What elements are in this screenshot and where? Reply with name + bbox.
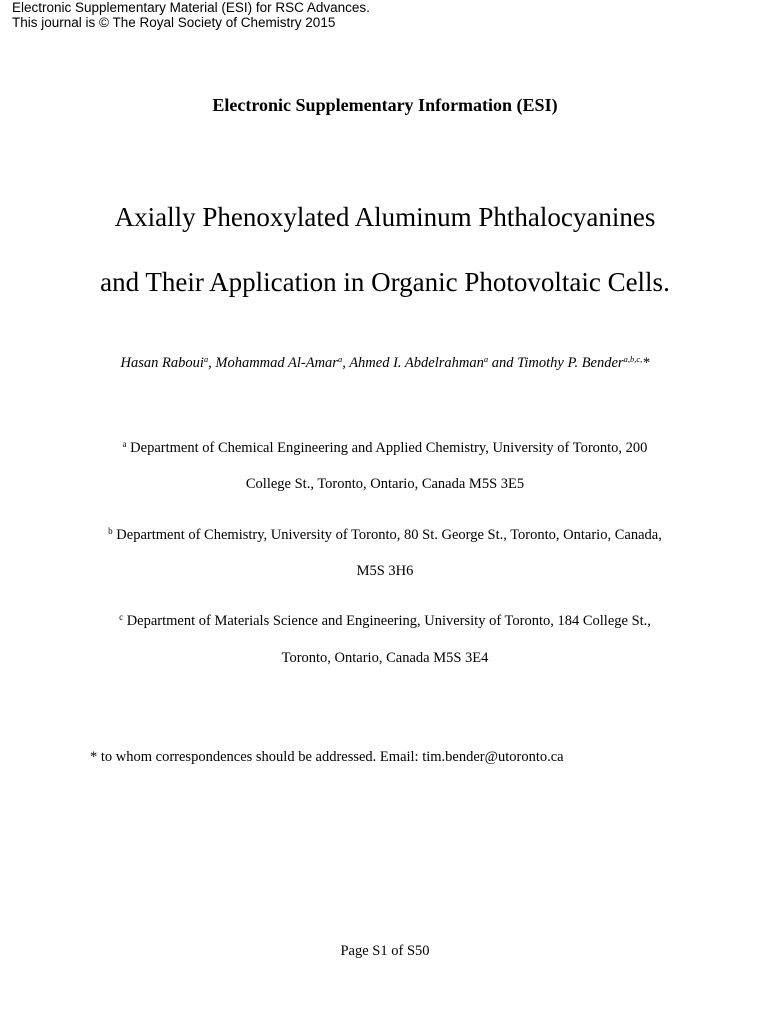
author-affiliation-mark: a bbox=[337, 354, 343, 364]
esi-heading: Electronic Supplementary Information (ESI) bbox=[212, 95, 558, 115]
affiliation-mark: b bbox=[108, 526, 113, 536]
affiliation-line: Toronto, Ontario, Canada M5S 3E4 bbox=[281, 650, 489, 666]
author-list bbox=[0, 354, 770, 372]
author-separator: , bbox=[342, 355, 350, 371]
author-name: Mohammad Al-Amar bbox=[215, 355, 338, 371]
journal-header-line2: This journal is © The Royal Society of Chemistry 2015 bbox=[12, 15, 336, 30]
author-separator: and bbox=[488, 355, 518, 371]
affiliation-line: College St., Toronto, Ontario, Canada M5S 3E5 bbox=[245, 476, 525, 492]
title-line-2: and Their Application in Organic Photovoltaic Cells. bbox=[100, 267, 670, 297]
affiliation-line: $^c$ Department of Materials Science and Engineering, University of Toronto, 184 College St., bbox=[119, 612, 651, 629]
title-line-1: Axially Phenoxylated Aluminum Phthalocyanines bbox=[114, 202, 656, 232]
author-affiliation-mark: a bbox=[203, 354, 209, 364]
correspondence-note: * to whom correspondences should be addressed. Email: tim.bender@utoronto.ca bbox=[90, 749, 564, 765]
page-number: Page S1 of S50 bbox=[340, 943, 430, 959]
affiliation-line: $^a$ Department of Chemical Engineering and Applied Chemistry, University of Toronto, 200 bbox=[122, 439, 648, 456]
corresponding-asterisk: * bbox=[642, 355, 650, 371]
affiliation-line: M5S 3H6 bbox=[356, 563, 414, 579]
author-name: Timothy P. Bender bbox=[517, 355, 624, 371]
author-separator: , bbox=[208, 355, 216, 371]
author-name: Ahmed I. Abdelrahman bbox=[349, 355, 484, 371]
journal-header bbox=[12, 0, 370, 30]
journal-header-line1: Electronic Supplementary Material (ESI) for RSC Advances. bbox=[12, 0, 370, 15]
author-affiliation-mark: a,b,c, bbox=[623, 354, 643, 364]
author-name: Hasan Raboui bbox=[120, 355, 204, 371]
affiliation-mark: c bbox=[119, 612, 124, 622]
affiliation-line: $^b$ Department of Chemistry, University of Toronto, 80 St. George St., Toronto, Ontario, Canada, bbox=[108, 526, 662, 543]
author-affiliation-mark: a bbox=[483, 354, 489, 364]
affiliation-mark: a bbox=[122, 439, 127, 449]
